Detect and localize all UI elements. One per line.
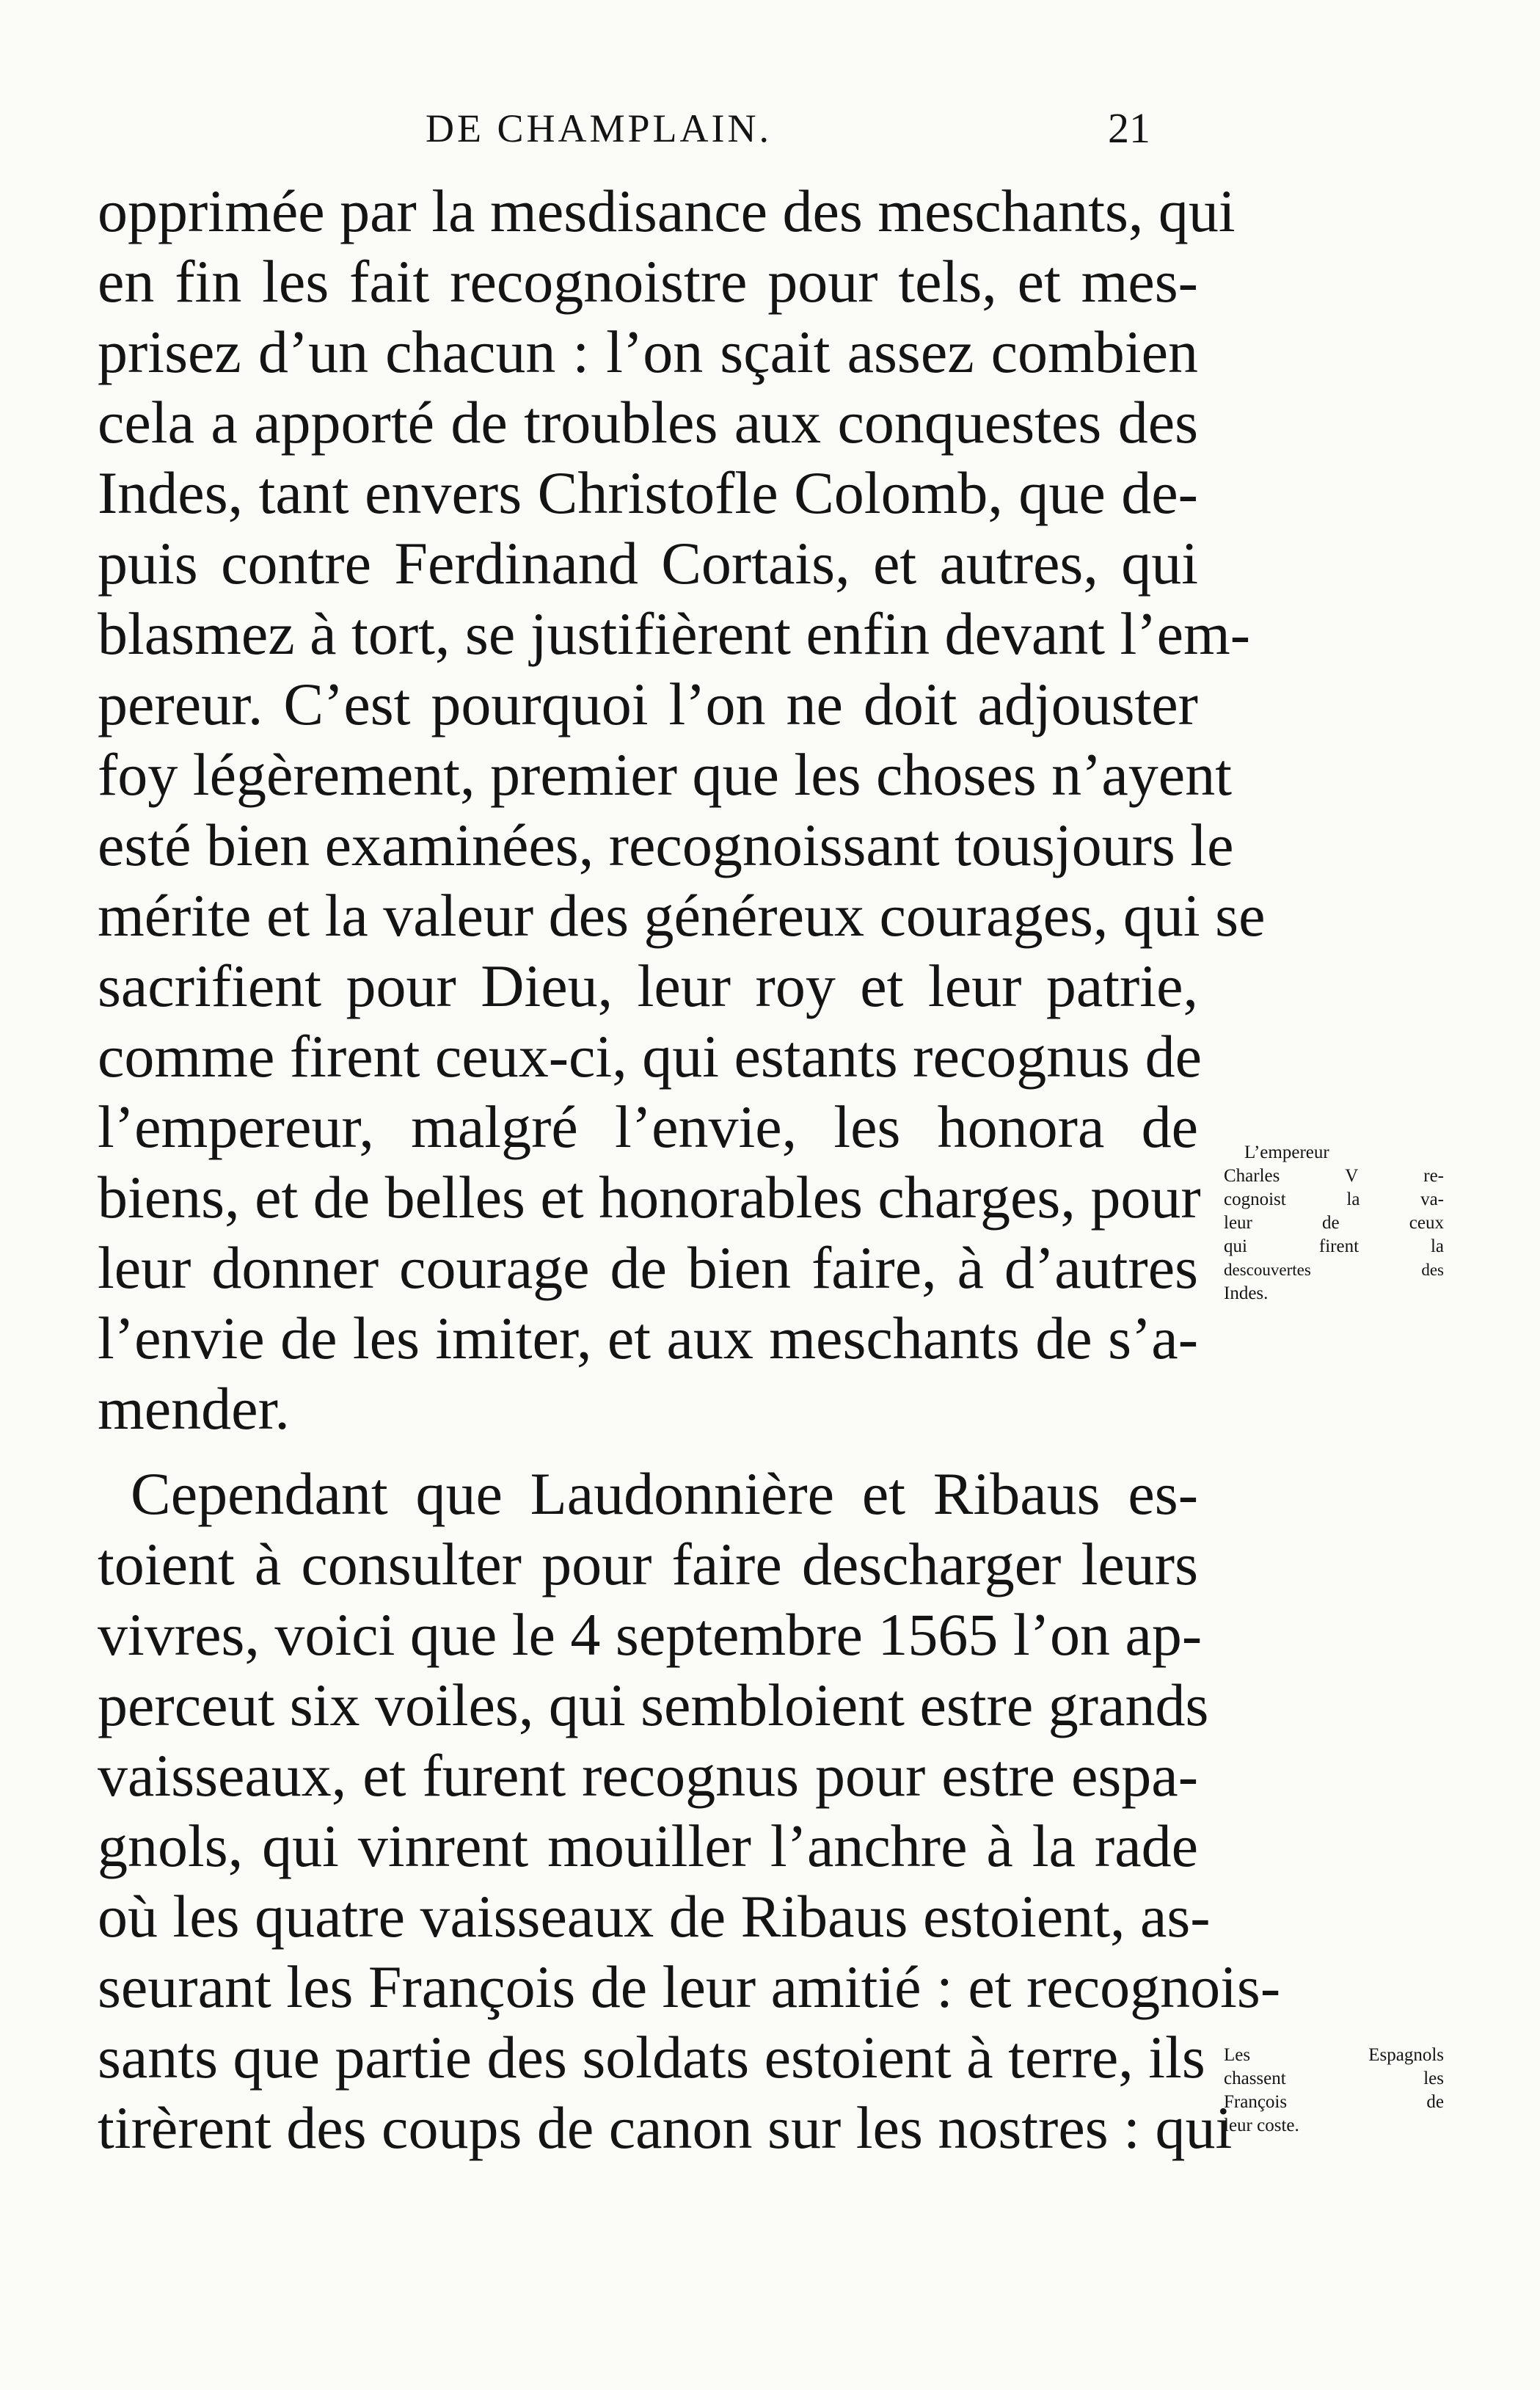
text-line: cela a apporté de troubles aux conquestes des: [98, 389, 1198, 456]
text-line: comme firent ceux-ci, qui estants recognus de: [98, 1023, 1203, 1090]
text-line: l’empereur, malgré l’envie, les honora de: [98, 1093, 1198, 1160]
page-number: 21: [1108, 104, 1150, 152]
text-line: en fin les fait recognoistre pour tels, et mes-: [98, 248, 1198, 315]
note-line: Les Espagnols: [1224, 2045, 1444, 2065]
text-line: Indes, tant envers Christofle Colomb, que de-: [98, 459, 1198, 526]
text-line: mender.: [98, 1375, 290, 1442]
text-line: opprimée par la mesdisance des meschants, qui: [98, 178, 1236, 244]
note-line: Indes.: [1224, 1283, 1269, 1303]
margin-note: [1224, 2044, 1444, 2138]
text-line: prisez d’un chacun : l’on sçait assez combien: [98, 318, 1198, 385]
margin-note: [1224, 1141, 1444, 1305]
note-line: L’empereur: [1244, 1143, 1329, 1162]
paragraph: [98, 176, 1266, 1444]
text-line: tirèrent des coups de canon sur les nostres : qui: [98, 2094, 1233, 2161]
text-line: l’envie de les imiter, et aux meschants de s’a-: [98, 1305, 1198, 1371]
text-line: Cependant que Laudonnière et Ribaus es-: [131, 1460, 1198, 1527]
text-line: sacrifient pour Dieu, leur roy et leur patrie,: [98, 952, 1198, 1019]
note-line: chassent les: [1224, 2069, 1444, 2088]
text-line: leur donner courage de bien faire, à d’autres: [98, 1234, 1198, 1301]
text-line: gnols, qui vinrent mouiller l’anchre à la rade: [98, 1812, 1198, 1879]
note-line: descouvertes des: [1224, 1261, 1444, 1279]
running-title: DE CHAMPLAIN.: [426, 106, 773, 150]
running-header: [0, 95, 1540, 161]
paragraph-gap: [98, 1444, 1198, 1459]
note-line: Charles V re-: [1224, 1166, 1444, 1186]
note-line: leur de ceux: [1224, 1213, 1444, 1233]
text-line: blasmez à tort, se justifièrent enfin devant l’em-: [98, 600, 1251, 667]
note-line: François de: [1224, 2092, 1444, 2112]
text-line: où les quatre vaisseaux de Ribaus estoient, as-: [98, 1883, 1211, 1950]
text-line: esté bien examinées, recognoissant tousjours le: [98, 812, 1234, 878]
text-line: perceut six voiles, qui sembloient estre grands: [98, 1672, 1209, 1738]
text-line: toient à consulter pour faire descharger leurs: [98, 1531, 1198, 1597]
text-line: foy légèrement, premier que les choses n’ayent: [98, 741, 1232, 808]
text-line: vaisseaux, et furent recognus pour estre espa-: [98, 1742, 1198, 1809]
note-line: cognoist la va-: [1224, 1189, 1444, 1209]
text-line: vivres, voici que le 4 septembre 1565 l’on ap-: [98, 1601, 1203, 1668]
text-line: seurant les François de leur amitié : et recognois-: [98, 1953, 1281, 2020]
note-line: leur coste.: [1224, 2116, 1299, 2135]
text-line: mérite et la valeur des généreux courages, qui se: [98, 882, 1266, 949]
text-line: puis contre Ferdinand Cortais, et autres, qui: [98, 530, 1198, 597]
text-line: sants que partie des soldats estoient à terre, ils: [98, 2024, 1205, 2091]
text-line: pereur. C’est pourquoi l’on ne doit adjouster: [98, 671, 1198, 737]
text-line: biens, et de belles et honorables charges, pour: [98, 1164, 1201, 1231]
note-line: qui firent la: [1224, 1236, 1444, 1256]
